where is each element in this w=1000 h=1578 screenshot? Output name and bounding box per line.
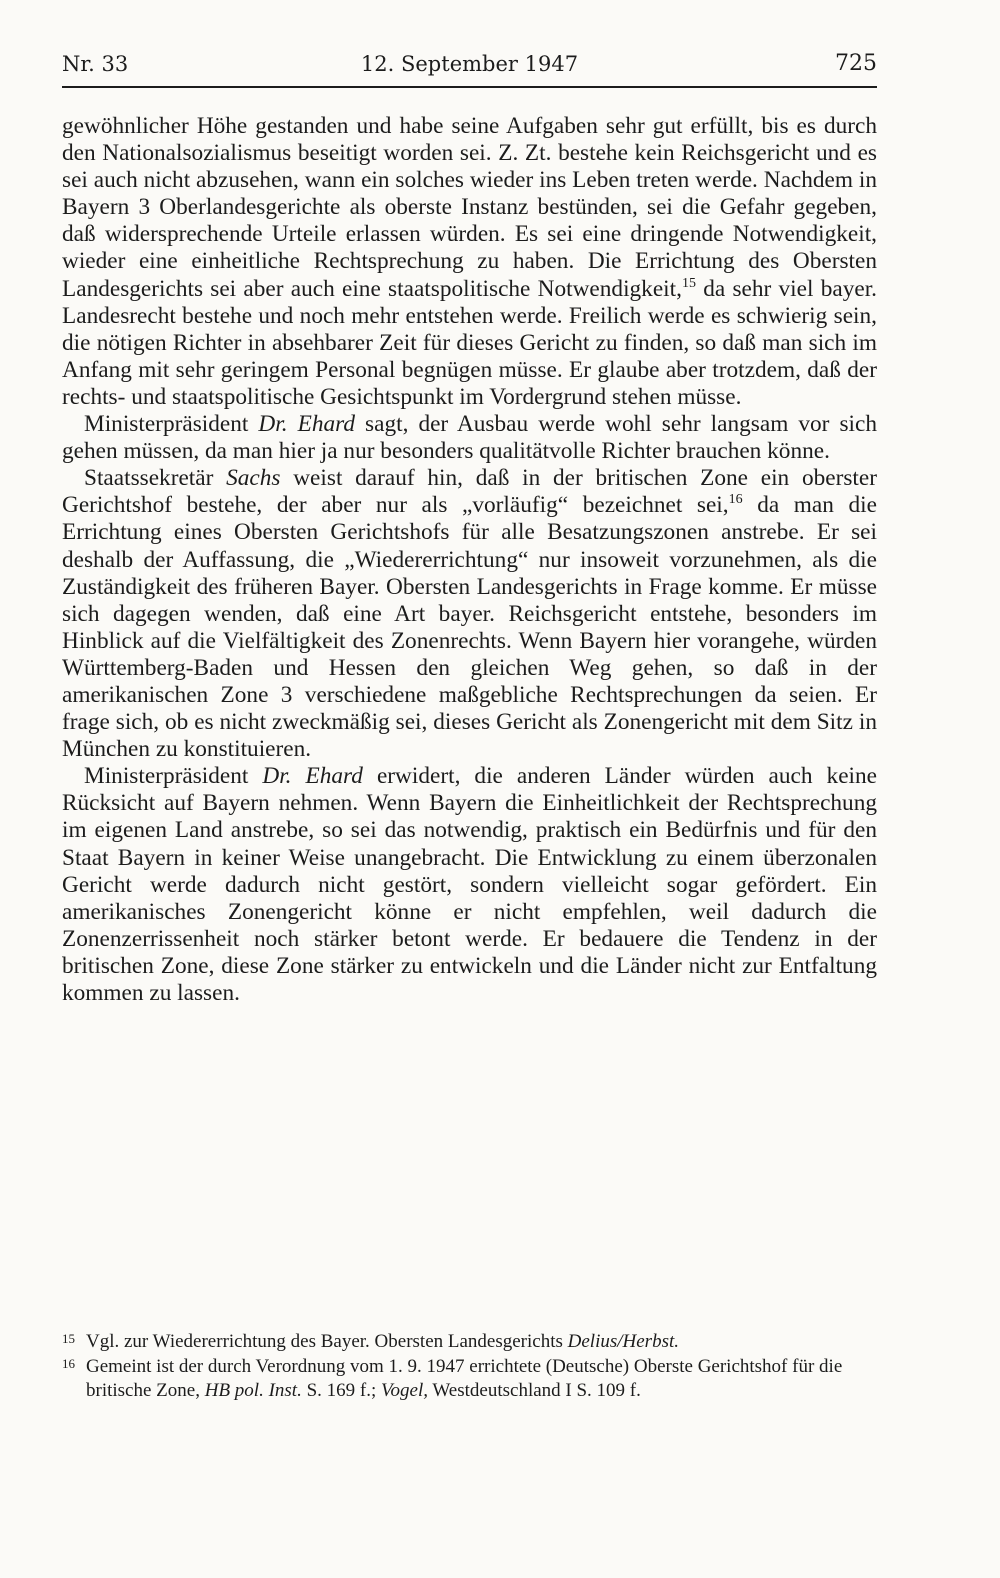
main-text (62, 113, 877, 1007)
footnote-number: 15 (62, 1331, 75, 1346)
paragraph-3-text-a: Staatssekretär (84, 465, 227, 492)
footnote-citation: Vogel, (381, 1380, 428, 1401)
footnote-ref-16[interactable]: 16 (728, 492, 743, 508)
footnote-text: Vgl. zur Wiedererrichtung des Bayer. Obersten Landesgerichts (86, 1331, 568, 1352)
footnote-16 (62, 1355, 877, 1404)
footnote-number: 16 (62, 1355, 75, 1371)
footnote-citation: HB pol. Inst. (204, 1380, 302, 1401)
paragraph-4-text-b: erwidert, die anderen Länder würden auch keine Rücksicht auf Bayern nehmen. Wenn Bayern die Einheitlichkeit der Rechtsprechung im eigenen Land anstrebe, so sei das notwendig, praktisch ein Bedürfnis und für den Staat Bayern in keiner Weise unangebracht. Die Entwicklung zu einem überzonalen Gericht werde dadurch nicht gestört, sondern vielleicht sogar gefördert. Ein amerikanisches Zonengericht könne er nicht empfehlen, weil dadurch die Zonenzerrissenheit noch stärker betont werde. Er bedauere die Tendenz in der britischen Zone, diese Zone stärker zu entwickeln und die Länder nicht zur Entfaltung kommen zu lassen. (62, 763, 877, 1006)
paragraph-1-text-a: gewöhnlicher Höhe gestanden und habe seine Aufgaben sehr gut erfüllt, bis es durch den Nationalsozialismus beseitigt worden sei. Z. Zt. bestehe kein Reichsgericht und es sei auch nicht abzusehen, wann ein solches wieder ins Leben treten werde. Nachdem in Bayern 3 Oberlandesgerichte als oberste Instanz bestünden, sei die Gefahr gegeben, daß widersprechende Urteile erlassen würden. Es sei eine dringende Notwendigkeit, wieder eine einheitliche Rechtsprechung zu haben. Die Errichtung des Obersten Landesgerichts sei aber auch eine staatspolitische Notwendigkeit, (62, 113, 877, 302)
paragraph-2 (62, 411, 877, 465)
header-rule (62, 86, 877, 88)
paragraph-3 (62, 465, 877, 763)
header-date: 12. September 1947 (360, 52, 579, 76)
footnote-ref-15[interactable]: 15 (681, 275, 696, 291)
speaker-name: Dr. Ehard (262, 763, 363, 790)
paragraph-4-text-a: Ministerpräsident (84, 763, 263, 790)
footnote-citation: Delius/Herbst. (567, 1331, 679, 1352)
footnotes (62, 1330, 877, 1404)
paragraph-2-text-b: sagt, der Ausbau werde wohl sehr langsam vor sich gehen müssen, da man hier ja nur besonders qualitätvolle Richter brauchen könne. (62, 411, 878, 465)
paragraph-1 (62, 113, 877, 411)
paragraph-3-text-b: weist darauf hin, daß in der britischen Zone ein oberster Gerichtshof bestehe, der aber nur als „vorläufig“ bezeichnet sei, (62, 465, 877, 519)
paragraph-1-text-b: da sehr viel bayer. Landesrecht bestehe und noch mehr entstehen werde. Freilich werde es schwierig sein, die nötigen Richter in absehbarer Zeit für dieses Gericht zu finden, so daß man sich im Anfang mit sehr geringem Personal begnügen müsse. Er glaube aber trotzdem, daß der rechts- und staatspolitische Gesichtspunkt im Vordergrund stehen müsse. (62, 275, 877, 410)
speaker-name: Dr. Ehard (258, 411, 355, 438)
page-number: 725 (835, 51, 877, 76)
footnote-text: Gemeint ist der durch Verordnung vom 1. 9. 1947 errichtete (Deutsche) Oberste Gerichtshof für die britische Zone, (86, 1355, 843, 1401)
footnote-text: S. 169 f.; (301, 1380, 382, 1401)
running-header (62, 44, 877, 84)
paragraph-4 (62, 763, 877, 1007)
speaker-name: Sachs (226, 465, 281, 492)
footnote-text: Westdeutschland I S. 109 f. (427, 1380, 641, 1401)
paragraph-3-text-c: da man die Errichtung eines Obersten Gerichtshofs für alle Besatzungszonen anstrebe. Er sei deshalb der Auffassung, die „Wiedererrichtung“ nur insoweit vorzunehmen, als die Zuständigkeit des früheren Bayer. Obersten Landesgerichts in Frage komme. Er müsse sich dagegen wenden, daß eine Art bayer. Reichsgericht entstehe, besonders im Hinblick auf die Vielfältigkeit des Zonenrechts. Wenn Bayern hier vorangehe, würden Württemberg-Baden und Hessen den gleichen Weg gehen, so daß in der amerikanischen Zone 3 verschiedene maßgebliche Rechtsprechungen da seien. Er frage sich, ob es nicht zweckmäßig sei, dieses Gericht als Zonengericht mit dem Sitz in München zu konstituieren. (62, 492, 877, 763)
footnote-15 (62, 1330, 877, 1355)
paragraph-2-text-a: Ministerpräsident (84, 411, 259, 438)
issue-number: Nr. 33 (62, 52, 129, 76)
